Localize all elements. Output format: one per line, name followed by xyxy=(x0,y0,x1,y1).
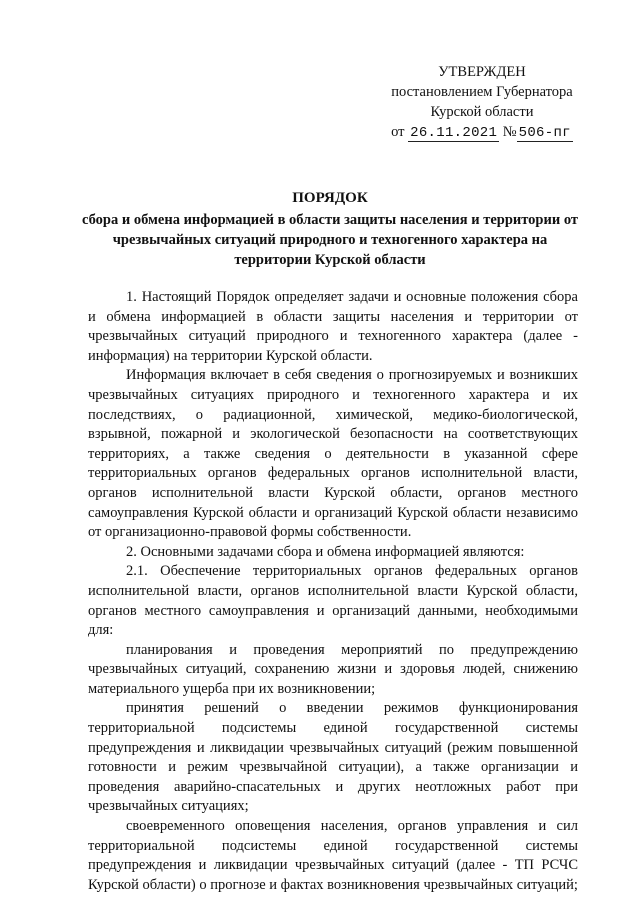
approval-stamp xyxy=(372,62,592,143)
approval-region: Курской области xyxy=(430,104,534,120)
document-title xyxy=(80,188,580,270)
approval-date-line xyxy=(372,122,592,143)
paragraph: планирования и проведения мероприятий по предупреждению чрезвычайных ситуаций, сохранению жизни и здоровья людей, снижению материального ущерба при их возникновении; xyxy=(88,641,578,697)
number-label: № xyxy=(502,124,517,140)
approval-number: 506-пг xyxy=(518,125,571,141)
paragraph: принятия решений о введении режимов функционирования территориальной подсистемы единой государственной системы предупреждения и ликвидации чрезвычайных ситуаций (режим повышенной готовности и режим чрезвычайной ситуации), а также организации и проведения аварийно-спасательных и других неотложных работ при чрезвычайных ситуациях; xyxy=(88,700,578,815)
paragraph: 2. Основными задачами сбора и обмена информацией являются: xyxy=(126,543,525,560)
document-body xyxy=(88,288,578,895)
title-subtitle: сбора и обмена информацией в области защиты населения и территории от чрезвычайных ситуаций природного и техногенного характера на территории Курской области xyxy=(81,212,579,268)
title-heading: ПОРЯДОК xyxy=(292,190,368,206)
paragraph: 2.1. Обеспечение территориальных органов федеральных органов исполнительной власти, органов исполнительной власти Курской области, органов местного самоуправления и организаций данными, необходимыми для: xyxy=(88,563,578,639)
approval-title: УТВЕРЖДЕН xyxy=(438,64,526,80)
from-label: от xyxy=(391,124,405,140)
approval-date: 26.11.2021 xyxy=(410,125,498,141)
paragraph: 1. Настоящий Порядок определяет задачи и основные положения сбора и обмена информацией в области защиты населения и территории от чрезвычайных ситуаций природного и техногенного характера (далее - информация) на территории Курской области. xyxy=(88,289,578,364)
paragraph: своевременного оповещения населения, органов управления и сил территориальной подсистемы единой государственной системы предупреждения и ликвидации чрезвычайных ситуаций (далее - ТП РСЧС Курской области) о прогнозе и фактах возникновения чрезвычайных ситуаций; xyxy=(88,818,578,893)
approval-authority: постановлением Губернатора xyxy=(391,84,573,100)
paragraph: Информация включает в себя сведения о прогнозируемых и возникших чрезвычайных ситуациях природного и техногенного характера и их последствиях, о радиационной, химической, медико-биологической, взрывной, пожарной и экологической безопасности на соответствующих территориях, а также сведения о деятельности в указанной сфере территориальных органов федеральных органов исполнительной власти, органов исполнительной власти Курской области, органов местного самоуправления Курской области и организаций Курской области независимо от организационно-правовой формы собственности. xyxy=(88,367,578,541)
